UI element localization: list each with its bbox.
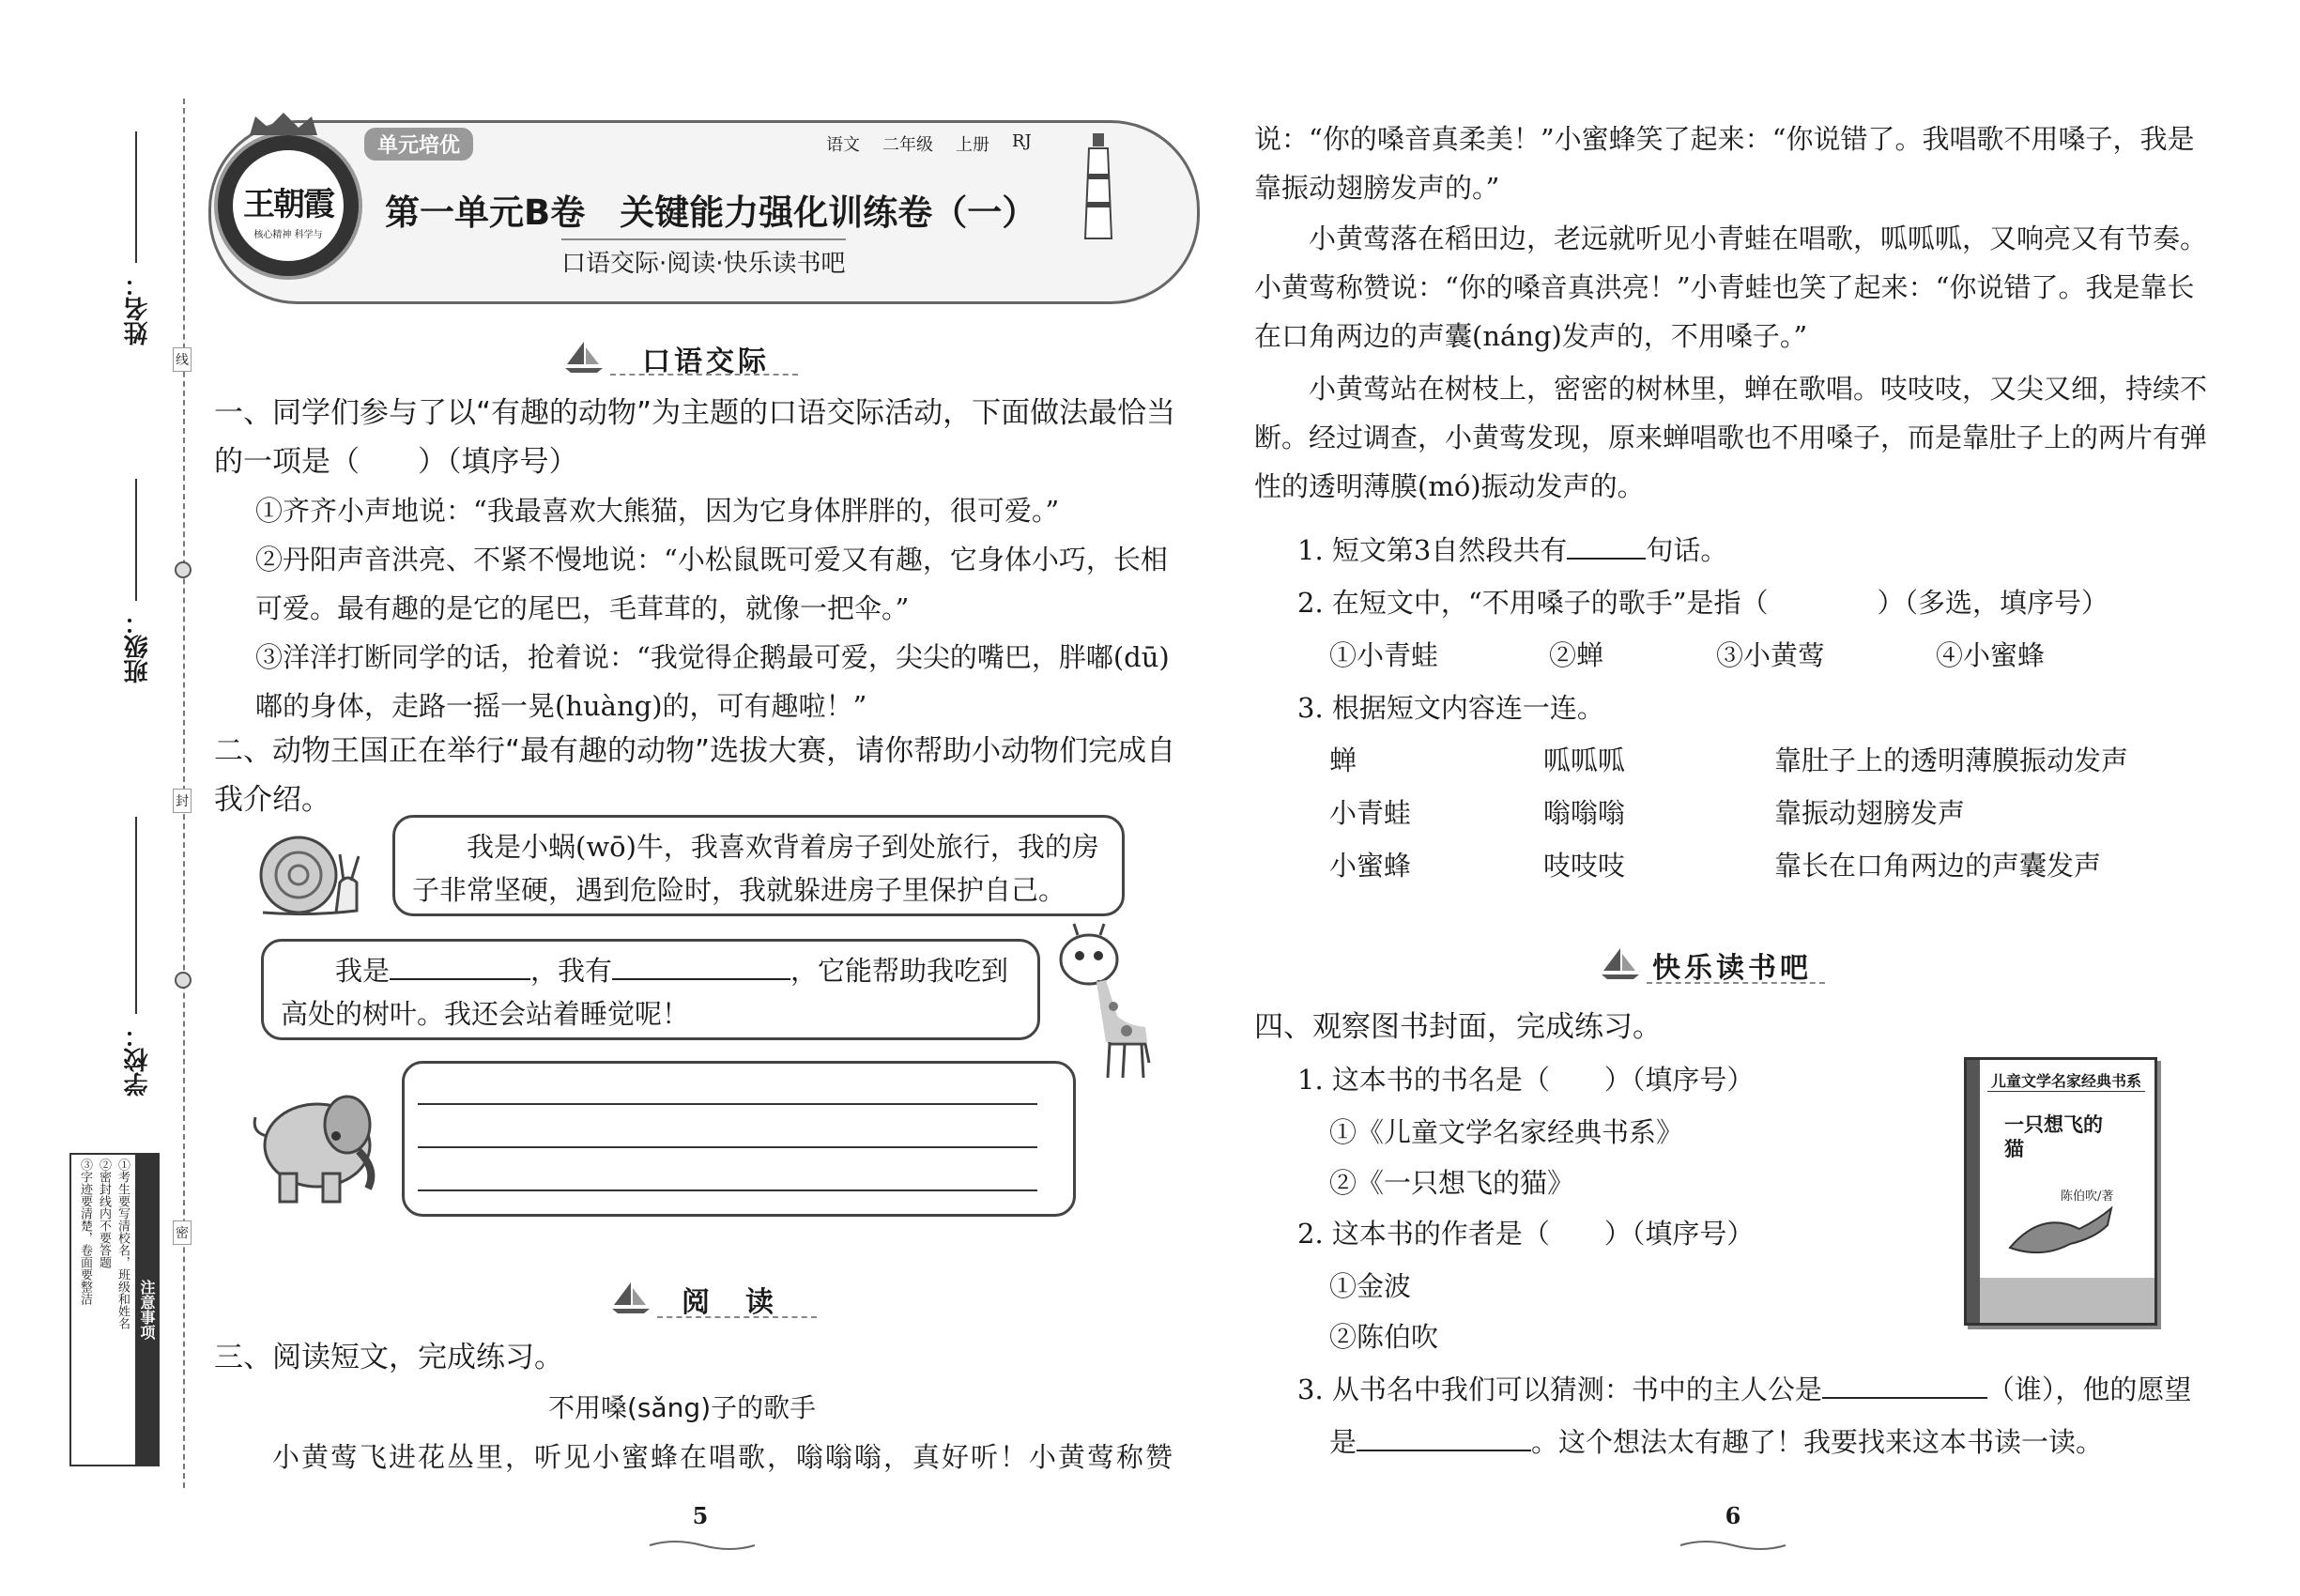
story-paragraph-3: 小黄莺站在树枝上，密密的树林里，蝉在歌唱。吱吱吱，又尖又细，持续不断。经过调查，小黄莺发现，原来蝉唱歌也不用嗓子，而是靠肚子上的两片有弹性的透明薄膜(mó)振动发声的。 bbox=[1254, 373, 2208, 502]
answer-line[interactable] bbox=[418, 1146, 1037, 1148]
page-ornament-icon bbox=[646, 1536, 759, 1555]
sailboat-icon bbox=[1600, 946, 1641, 980]
lighthouse-icon bbox=[1080, 130, 1117, 242]
note-item: ①考生要写清校名，班级和姓名 bbox=[115, 1159, 130, 1329]
page-number: 6 bbox=[1725, 1502, 1741, 1529]
name-label: 姓名： bbox=[124, 272, 152, 345]
q1-option: ①齐齐小声地说：“我最喜欢大熊猫，因为它身体胖胖的，很可爱。” bbox=[255, 495, 1060, 527]
q4-sub2: 2. 这本书的作者是（ ）（填序号） bbox=[1297, 1218, 1755, 1250]
page-ornament-icon bbox=[1677, 1536, 1789, 1555]
question-2-stem: 二、动物王国正在举行“最有趣的动物”选拔大赛，请你帮助小动物们完成自我介绍。 bbox=[214, 734, 1176, 817]
subquestion-3: 3. 根据短文内容连一连。 bbox=[1297, 692, 1604, 724]
q4-sub1: 1. 这本书的书名是（ ）（填序号） bbox=[1297, 1064, 1755, 1096]
match-item[interactable]: 嗡嗡嗡 bbox=[1543, 797, 1626, 829]
q4-sub3-line2 bbox=[1329, 1418, 2231, 1466]
q4-sub3-text-c: 是 bbox=[1329, 1426, 1357, 1458]
brand-logo bbox=[214, 131, 362, 280]
sub2-option: ①小青蛙 bbox=[1329, 639, 1439, 671]
meta-grade: 二年级 bbox=[882, 135, 933, 155]
sub1-text-b: 句话。 bbox=[1646, 534, 1728, 566]
class-label: 班级： bbox=[124, 610, 152, 683]
flying-cat-icon bbox=[2004, 1201, 2117, 1266]
sub1-blank[interactable] bbox=[1567, 558, 1646, 560]
match-item[interactable]: 靠长在口角两边的声囊发声 bbox=[1774, 850, 2102, 882]
sub1-text-a: 1. 短文第3自然段共有 bbox=[1297, 534, 1568, 566]
book-series: 儿童文学名家经典书系 bbox=[1987, 1069, 2145, 1092]
book-meta bbox=[826, 131, 1070, 156]
sailboat-icon bbox=[563, 340, 605, 374]
q4-sub1-option: ①《儿童文学名家经典书系》 bbox=[1329, 1116, 1684, 1148]
crown-icon bbox=[246, 111, 321, 137]
class-blank[interactable] bbox=[135, 479, 137, 601]
subquestion-1 bbox=[1297, 526, 2217, 575]
subquestion-2: 2. 在短文中，“不用嗓子的歌手”是指（ ）（多选，填序号） bbox=[1297, 587, 2109, 619]
story-paragraph-2: 小黄莺落在稻田边，老远就听见小青蛙在唱歌，呱呱呱，又响亮又有节奏。小黄莺称赞说：“你的嗓音真洪亮！”小青蛙也笑了起来：“你说错了。我是靠长在口角两边的声囊(náng)发声的，不用嗓子。” bbox=[1254, 223, 2208, 352]
q4-sub1-option: ②《一只想飞的猫》 bbox=[1329, 1167, 1575, 1199]
notes-title: 注意事项 bbox=[135, 1155, 158, 1465]
section-title: 阅 读 bbox=[682, 1286, 777, 1319]
section-heading-reading bbox=[610, 1277, 826, 1320]
section-title: 口语交际 bbox=[642, 345, 770, 378]
page-number: 5 bbox=[692, 1502, 709, 1529]
meta-term: 上册 bbox=[956, 135, 989, 155]
giraffe-blank-1[interactable] bbox=[390, 978, 530, 980]
match-item[interactable]: 蝉 bbox=[1329, 744, 1357, 776]
elephant-answer-box[interactable] bbox=[402, 1061, 1076, 1217]
meta-subject: 语文 bbox=[826, 135, 860, 155]
question-1-stem: 一、同学们参与了以“有趣的动物”为主题的口语交际活动，下面做法最恰当的一项是（ ）（填序号） bbox=[214, 396, 1176, 479]
page-subtitle: 口语交际·阅读·快乐读书吧 bbox=[561, 238, 846, 279]
book-title: 一只想飞的猫 bbox=[2004, 1113, 2103, 1160]
story-paragraph-1-cont: 说：“你的嗓音真柔美！”小蜜蜂笑了起来：“你说错了。我唱歌不用嗓子，我是靠振动翅膀发声的。” bbox=[1254, 123, 2195, 204]
answer-line[interactable] bbox=[418, 1189, 1037, 1191]
brand-sub: 核心精神 科学与 bbox=[253, 230, 323, 240]
q4-sub2-option: ②陈伯吹 bbox=[1329, 1321, 1439, 1353]
match-item[interactable]: 小青蛙 bbox=[1329, 797, 1412, 829]
giraffe-text-b: ，我有 bbox=[530, 955, 613, 987]
snail-icon bbox=[253, 826, 366, 920]
match-item[interactable]: 小蜜蜂 bbox=[1329, 850, 1412, 882]
q1-option: ③洋洋打断同学的话，抢着说：“我觉得企鹅最可爱，尖尖的嘴巴，胖嘟(dū)嘟的身体，走路一摇一晃(huàng)的，可有趣啦！” bbox=[255, 641, 1170, 722]
section-title: 快乐读书吧 bbox=[1652, 952, 1812, 985]
book-cover-image bbox=[1964, 1057, 2157, 1326]
snail-intro-text: 我是小蜗(wō)牛，我喜欢背着房子到处旅行，我的房子非常坚硬，遇到危险时，我就躲进房子里保护自己。 bbox=[412, 831, 1099, 906]
story-paragraph-1: 小黄莺飞进花丛里，听见小蜜蜂在唱歌，嗡嗡嗡，真好听！小黄莺称赞 bbox=[272, 1441, 1175, 1473]
question-3-stem: 三、阅读短文，完成练习。 bbox=[214, 1341, 563, 1374]
sub2-option: ②蝉 bbox=[1549, 639, 1604, 671]
school-label: 学校： bbox=[124, 1023, 152, 1097]
binding-hole-icon bbox=[175, 561, 192, 578]
sailboat-icon bbox=[610, 1281, 652, 1314]
match-item[interactable]: 吱吱吱 bbox=[1543, 850, 1626, 882]
match-item[interactable]: 靠肚子上的透明薄膜振动发声 bbox=[1774, 744, 2129, 776]
sub2-option: ④小蜜蜂 bbox=[1936, 639, 2046, 671]
match-column-methods bbox=[1774, 734, 2128, 892]
section-heading-oral bbox=[563, 336, 817, 377]
giraffe-blank-2[interactable] bbox=[612, 978, 790, 980]
answer-line[interactable] bbox=[418, 1103, 1037, 1105]
meta-edition: RJ bbox=[1012, 131, 1032, 151]
q4-sub3 bbox=[1297, 1365, 2217, 1414]
story-title: 不用嗓(sǎng)子的歌手 bbox=[548, 1392, 817, 1423]
match-item[interactable]: 呱呱呱 bbox=[1543, 744, 1626, 776]
cut-mark-seal: 封 bbox=[173, 789, 192, 813]
q4-sub3-text-d: 。这个想法太有趣了！我要找来这本书读一读。 bbox=[1531, 1426, 2104, 1458]
q4-sub2-option: ①金波 bbox=[1329, 1270, 1412, 1302]
cut-mark-secret: 密 bbox=[173, 1220, 192, 1245]
match-item[interactable]: 靠振动翅膀发声 bbox=[1774, 797, 1966, 829]
note-item: ③字迹要清楚，卷面要整洁 bbox=[78, 1159, 92, 1305]
notes-box bbox=[69, 1153, 160, 1466]
giraffe-icon bbox=[1051, 922, 1164, 1082]
giraffe-text-c: ，它能帮助我吃到高处的树叶。我还会站着睡觉呢！ bbox=[281, 955, 1009, 1030]
brand-name: 王朝霞 bbox=[243, 186, 333, 223]
name-blank[interactable] bbox=[135, 131, 137, 263]
question-4-stem: 四、观察图书封面，完成练习。 bbox=[1254, 1010, 1662, 1044]
q4-sub3-text-a: 3. 从书名中我们可以猜测：书中的主人公是 bbox=[1297, 1373, 1822, 1405]
giraffe-speech-bubble bbox=[261, 939, 1040, 1040]
q1-option: ②丹阳声音洪亮、不紧不慢地说：“小松鼠既可爱又有趣，它身体小巧，长相可爱。最有趣的是它的尾巴，毛茸茸的，就像一把伞。” bbox=[255, 544, 1168, 624]
cut-mark-line: 线 bbox=[173, 347, 192, 372]
book-author: 陈伯吹/著 bbox=[2061, 1189, 2114, 1204]
page-title: 第一单元B卷 关键能力强化训练卷（一） bbox=[385, 192, 1037, 233]
section-heading-reading-bar bbox=[1600, 943, 1844, 986]
q4-sub3-blank-1[interactable] bbox=[1822, 1397, 1987, 1399]
giraffe-text-a: 我是 bbox=[335, 955, 391, 987]
match-column-sounds bbox=[1543, 734, 1625, 892]
school-blank[interactable] bbox=[135, 817, 137, 1014]
note-item: ②密封线内不要答题 bbox=[97, 1159, 111, 1268]
q4-sub3-blank-2[interactable] bbox=[1357, 1450, 1531, 1451]
binding-hole-icon bbox=[175, 972, 192, 989]
q4-sub3-text-b: （谁），他的愿望 bbox=[1986, 1373, 2192, 1405]
elephant-icon bbox=[246, 1080, 387, 1211]
series-badge: 单元培优 bbox=[364, 128, 473, 161]
sub2-option: ③小黄莺 bbox=[1716, 639, 1826, 671]
snail-speech-bubble bbox=[392, 815, 1125, 916]
match-column-animals bbox=[1329, 734, 1411, 892]
